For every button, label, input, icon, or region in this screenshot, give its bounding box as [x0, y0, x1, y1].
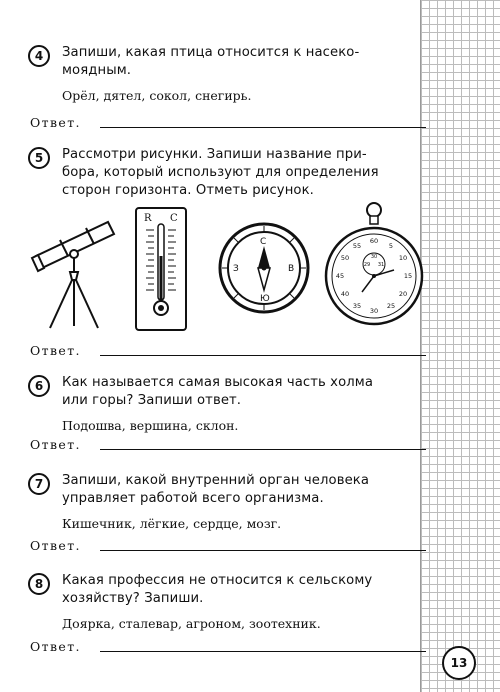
east-label: В	[288, 264, 295, 274]
compass-icon[interactable]	[216, 220, 312, 316]
answer-blank[interactable]	[100, 651, 426, 652]
task-5	[34, 146, 426, 200]
task-question: Рассмотри рисунки. Запиши название при- бора, который используют для определения сторон горизонта. Отметь рисунок.	[62, 147, 379, 198]
svg-text:45: 45	[335, 272, 345, 280]
svg-text:31: 31	[377, 262, 385, 268]
answer-line-4[interactable]	[30, 112, 426, 130]
task-options: Подошва, вершина, склон.	[62, 418, 239, 433]
graph-paper-margin	[420, 0, 500, 692]
task-number: 7	[28, 473, 50, 495]
task-number: 4	[28, 45, 50, 67]
answer-label: Ответ.	[30, 538, 81, 553]
task-number: 5	[28, 147, 50, 169]
svg-text:25: 25	[386, 302, 396, 310]
answer-line-8[interactable]	[30, 636, 426, 654]
task-number: 8	[28, 573, 50, 595]
task-number: 6	[28, 375, 50, 397]
answer-label: Ответ.	[30, 343, 81, 358]
answer-line-6[interactable]	[30, 434, 426, 452]
task-options: Доярка, сталевар, агроном, зоотехник.	[62, 616, 321, 631]
task-7	[34, 472, 426, 532]
svg-text:55: 55	[352, 242, 362, 250]
answer-label: Ответ.	[30, 639, 81, 654]
telescope-icon[interactable]	[30, 210, 122, 332]
task-question: Запиши, какой внутренний орган человека управляет работой всего организма.	[62, 473, 370, 506]
svg-text:50: 50	[340, 254, 350, 262]
south-label: Ю	[260, 294, 270, 304]
answer-line-7[interactable]	[30, 535, 426, 553]
svg-text:60: 60	[369, 237, 379, 245]
svg-text:35: 35	[352, 302, 362, 310]
page-number: 13	[442, 646, 476, 680]
thermometer-icon[interactable]	[134, 206, 188, 332]
west-label: З	[233, 264, 239, 274]
answer-label: Ответ.	[30, 115, 81, 130]
answer-blank[interactable]	[100, 449, 426, 450]
svg-text:20: 20	[398, 290, 408, 298]
svg-text:30: 30	[370, 254, 378, 260]
task-4	[34, 44, 426, 104]
task-options: Орёл, дятел, сокол, снегирь.	[62, 88, 252, 103]
task-options: Кишечник, лёгкие, сердце, мозг.	[62, 516, 282, 531]
task-6	[34, 374, 426, 434]
answer-blank[interactable]	[100, 127, 426, 128]
scale-r-label: R	[144, 213, 152, 224]
svg-text:40: 40	[340, 290, 350, 298]
task-question: Запиши, какая птица относится к насеко- моядным.	[62, 45, 360, 78]
svg-text:5: 5	[388, 242, 394, 250]
instrument-pictures	[30, 200, 425, 340]
north-label: С	[260, 237, 267, 247]
svg-text:10: 10	[398, 254, 408, 262]
svg-text:15: 15	[403, 272, 413, 280]
svg-text:30: 30	[369, 307, 379, 315]
answer-blank[interactable]	[100, 355, 426, 356]
task-question: Какая профессия не относится к сельскому хозяйству? Запиши.	[62, 573, 373, 606]
task-question: Как называется самая высокая часть холма или горы? Запиши ответ.	[62, 375, 374, 408]
scale-c-label: C	[170, 213, 178, 224]
answer-label: Ответ.	[30, 437, 81, 452]
svg-text:29: 29	[363, 262, 371, 268]
answer-blank[interactable]	[100, 550, 426, 551]
answer-line-5[interactable]	[30, 340, 426, 358]
task-8	[34, 572, 426, 632]
stopwatch-icon[interactable]	[324, 200, 424, 330]
